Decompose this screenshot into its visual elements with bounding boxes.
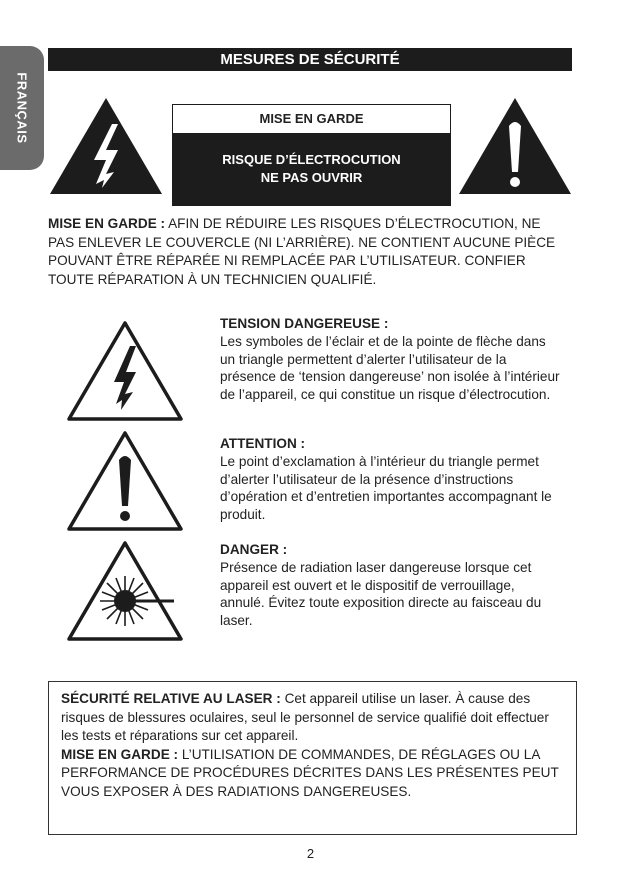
caution-body: [173, 133, 450, 187]
warning-text: AFIN DE RÉDUIRE LES RISQUES D’ÉLECTROCUTION, NE PAS ENLEVER LE COUVERCLE (NI L’ARRIÈRE). NE CONTIENT AUCUNE PIÈCE POUVANT ÊTRE RÉPARÉE NI REMPLACÉE PAR L’UTILISATEUR. CONFIER TOUTE RÉPARATION À UN TECHNICIEN QUALIFIÉ.: [48, 216, 556, 287]
laser-safety-box: [48, 681, 577, 835]
warning-label: MISE EN GARDE :: [48, 216, 166, 231]
language-side-tab: [0, 46, 44, 170]
laser-warning-text: L’UTILISATION DE COMMANDES, DE RÉGLAGES OU LA PERFORMANCE DE PROCÉDURES DÉCRITES DANS LES PRÉSENTES PEUT VOUS EXPOSER À DES RADIATIONS DANGEREUSES.: [61, 746, 559, 799]
language-label: FRANÇAIS: [14, 72, 30, 144]
symbol-heading: ATTENTION :: [220, 436, 306, 451]
symbol-description: [220, 315, 560, 404]
caution-line-2: NE PAS OUVRIR: [260, 170, 363, 185]
symbol-description: [220, 435, 560, 524]
laser-safety-label: SÉCURITÉ RELATIVE AU LASER :: [61, 691, 281, 706]
lightning-triangle-icon: [66, 320, 184, 422]
laser-warning-label: MISE EN GARDE :: [61, 746, 179, 762]
symbol-text: Les symboles de l’éclair et de la pointe de flèche dans un triangle permettent d’alerter l’utilisateur de la présence de ‘tension dangereuse’ non isolée à l’intérieur de l’appareil, ce qui constitue un risque d’électrocution.: [220, 333, 560, 403]
warning-paragraph: [48, 215, 568, 289]
caution-line-1: RISQUE D’ÉLECTROCUTION: [222, 152, 401, 167]
exclamation-triangle-icon: [66, 430, 184, 532]
caution-box: [172, 104, 451, 206]
page-number: 2: [306, 846, 315, 861]
page-title: MESURES DE SÉCURITÉ: [48, 48, 572, 71]
exclamation-triangle-icon: [457, 96, 573, 196]
lightning-triangle-icon: [48, 96, 164, 196]
symbol-heading: TENSION DANGEREUSE :: [220, 316, 389, 331]
symbol-text: Présence de radiation laser dangereuse lorsque cet appareil est ouvert et le dispositif de verrouillage, annulé. Évitez toute exposition directe au faisceau du laser.: [220, 559, 542, 629]
symbol-heading: DANGER :: [220, 542, 288, 557]
laser-triangle-icon: [66, 540, 184, 642]
laser-safety-text: Cet appareil utilise un laser. À cause des risques de blessures oculaires, seul le personnel de service qualifié doit effectuer les tests et réparations sur cet appareil.: [61, 691, 549, 744]
caution-heading: MISE EN GARDE: [173, 105, 450, 133]
symbol-text: Le point d’exclamation à l’intérieur du triangle permet d’alerter l’utilisateur de la présence d’instructions d’opération et d’entretien importantes accompagnant le produit.: [220, 453, 552, 523]
symbol-description: [220, 541, 560, 630]
